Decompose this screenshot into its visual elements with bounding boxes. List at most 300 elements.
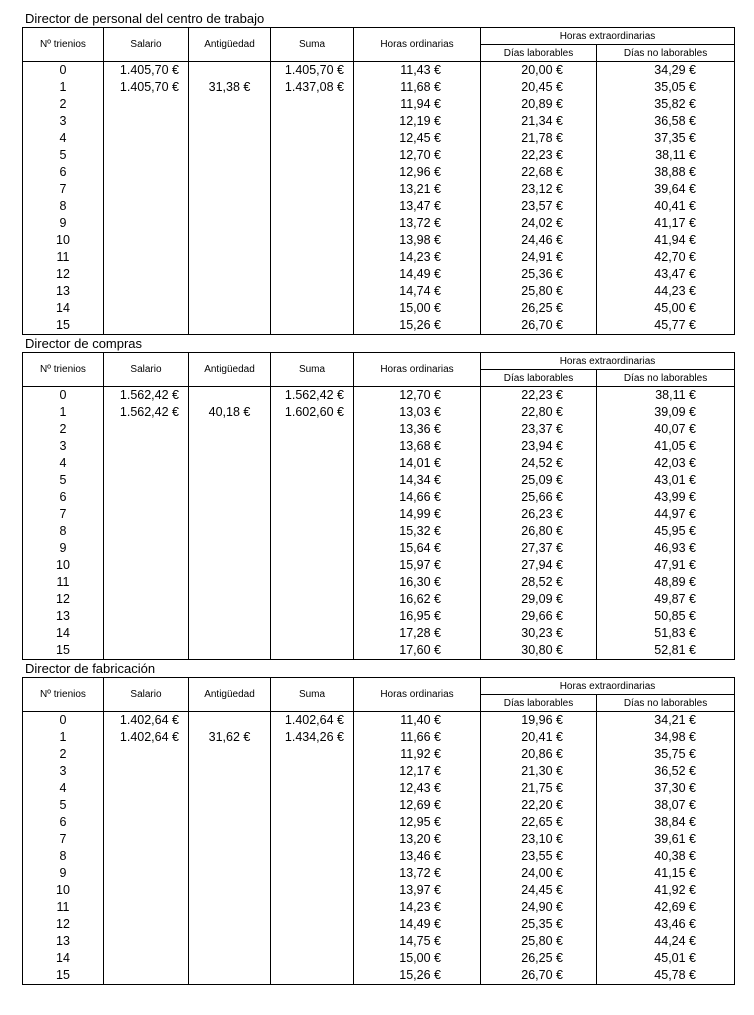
antiguedad-cell <box>189 916 271 933</box>
table-row <box>23 198 735 215</box>
table-row <box>23 746 735 763</box>
header-suma: Suma <box>271 353 354 387</box>
antiguedad-cell <box>189 780 271 797</box>
horas-ordinarias-cell: 12,19 € <box>354 113 481 130</box>
suma-cell <box>271 865 354 882</box>
suma-cell <box>271 164 354 181</box>
suma-cell <box>271 249 354 266</box>
table-row <box>23 712 735 730</box>
horas-ordinarias-cell: 14,99 € <box>354 506 481 523</box>
trienios-cell: 14 <box>23 625 104 642</box>
dias-no-laborables-cell: 45,77 € <box>597 317 735 335</box>
dias-laborables-cell: 20,41 € <box>481 729 597 746</box>
dias-no-laborables-cell: 45,00 € <box>597 300 735 317</box>
horas-ordinarias-cell: 13,21 € <box>354 181 481 198</box>
suma-cell <box>271 523 354 540</box>
trienios-cell: 8 <box>23 848 104 865</box>
dias-laborables-cell: 20,00 € <box>481 62 597 80</box>
table-row <box>23 232 735 249</box>
dias-no-laborables-cell: 40,38 € <box>597 848 735 865</box>
horas-ordinarias-cell: 12,95 € <box>354 814 481 831</box>
dias-laborables-cell: 30,80 € <box>481 642 597 660</box>
dias-laborables-cell: 24,91 € <box>481 249 597 266</box>
dias-no-laborables-cell: 43,47 € <box>597 266 735 283</box>
suma-cell: 1.562,42 € <box>271 387 354 405</box>
table-row <box>23 181 735 198</box>
table-row <box>23 865 735 882</box>
trienios-cell: 0 <box>23 712 104 730</box>
dias-no-laborables-cell: 49,87 € <box>597 591 735 608</box>
table-row <box>23 848 735 865</box>
header-horas-extraordinarias: Horas extraordinarias <box>481 353 735 370</box>
salario-cell <box>104 164 189 181</box>
trienios-cell: 5 <box>23 797 104 814</box>
salario-cell <box>104 557 189 574</box>
table-row <box>23 967 735 985</box>
section-title: Director de personal del centro de trabajo <box>25 11 265 26</box>
horas-ordinarias-cell: 15,97 € <box>354 557 481 574</box>
horas-ordinarias-cell: 13,68 € <box>354 438 481 455</box>
salario-cell <box>104 608 189 625</box>
dias-no-laborables-cell: 45,01 € <box>597 950 735 967</box>
trienios-cell: 13 <box>23 608 104 625</box>
trienios-cell: 3 <box>23 438 104 455</box>
antiguedad-cell <box>189 421 271 438</box>
horas-ordinarias-cell: 14,49 € <box>354 266 481 283</box>
antiguedad-cell <box>189 848 271 865</box>
table-row <box>23 455 735 472</box>
salario-cell <box>104 831 189 848</box>
suma-cell <box>271 130 354 147</box>
trienios-cell: 15 <box>23 967 104 985</box>
trienios-cell: 4 <box>23 130 104 147</box>
header-trienios: Nº trienios <box>23 678 104 712</box>
salario-cell: 1.405,70 € <box>104 62 189 80</box>
section-title: Director de compras <box>25 336 143 351</box>
header-antiguedad: Antigüedad <box>189 353 271 387</box>
dias-no-laborables-cell: 52,81 € <box>597 642 735 660</box>
horas-ordinarias-cell: 13,98 € <box>354 232 481 249</box>
dias-no-laborables-cell: 40,07 € <box>597 421 735 438</box>
antiguedad-cell <box>189 746 271 763</box>
horas-ordinarias-cell: 14,49 € <box>354 916 481 933</box>
dias-laborables-cell: 20,45 € <box>481 79 597 96</box>
table-row <box>23 950 735 967</box>
table-row <box>23 916 735 933</box>
dias-no-laborables-cell: 44,24 € <box>597 933 735 950</box>
suma-cell <box>271 96 354 113</box>
antiguedad-cell <box>189 266 271 283</box>
horas-ordinarias-cell: 17,60 € <box>354 642 481 660</box>
antiguedad-cell <box>189 317 271 335</box>
dias-laborables-cell: 25,36 € <box>481 266 597 283</box>
table-row <box>23 831 735 848</box>
antiguedad-cell <box>189 967 271 985</box>
header-suma: Suma <box>271 678 354 712</box>
horas-ordinarias-cell: 15,00 € <box>354 950 481 967</box>
trienios-cell: 10 <box>23 557 104 574</box>
salario-cell <box>104 506 189 523</box>
trienios-cell: 9 <box>23 215 104 232</box>
trienios-cell: 7 <box>23 831 104 848</box>
horas-ordinarias-cell: 15,32 € <box>354 523 481 540</box>
dias-laborables-cell: 25,35 € <box>481 916 597 933</box>
dias-no-laborables-cell: 45,78 € <box>597 967 735 985</box>
header-horas-ordinarias: Horas ordinarias <box>354 353 481 387</box>
dias-laborables-cell: 25,66 € <box>481 489 597 506</box>
antiguedad-cell <box>189 899 271 916</box>
antiguedad-cell <box>189 113 271 130</box>
dias-laborables-cell: 26,25 € <box>481 300 597 317</box>
trienios-cell: 15 <box>23 317 104 335</box>
salario-cell <box>104 574 189 591</box>
antiguedad-cell <box>189 712 271 730</box>
horas-ordinarias-cell: 11,66 € <box>354 729 481 746</box>
header-horas-extraordinarias: Horas extraordinarias <box>481 678 735 695</box>
salario-cell <box>104 967 189 985</box>
dias-laborables-cell: 21,30 € <box>481 763 597 780</box>
dias-laborables-cell: 23,12 € <box>481 181 597 198</box>
header-dias-no-laborables: Días no laborables <box>597 370 735 387</box>
trienios-cell: 0 <box>23 62 104 80</box>
suma-cell <box>271 421 354 438</box>
suma-cell <box>271 113 354 130</box>
dias-laborables-cell: 24,45 € <box>481 882 597 899</box>
horas-ordinarias-cell: 14,66 € <box>354 489 481 506</box>
header-horas-ordinarias: Horas ordinarias <box>354 678 481 712</box>
suma-cell <box>271 848 354 865</box>
table-row <box>23 283 735 300</box>
horas-ordinarias-cell: 13,03 € <box>354 404 481 421</box>
dias-laborables-cell: 23,37 € <box>481 421 597 438</box>
dias-no-laborables-cell: 34,21 € <box>597 712 735 730</box>
trienios-cell: 0 <box>23 387 104 405</box>
dias-laborables-cell: 27,94 € <box>481 557 597 574</box>
trienios-cell: 12 <box>23 591 104 608</box>
dias-laborables-cell: 23,55 € <box>481 848 597 865</box>
salary-document <box>22 10 734 985</box>
trienios-cell: 5 <box>23 147 104 164</box>
dias-no-laborables-cell: 43,99 € <box>597 489 735 506</box>
dias-no-laborables-cell: 41,05 € <box>597 438 735 455</box>
salario-cell <box>104 283 189 300</box>
salario-cell <box>104 249 189 266</box>
salario-cell <box>104 300 189 317</box>
table-row <box>23 540 735 557</box>
dias-laborables-cell: 24,02 € <box>481 215 597 232</box>
dias-no-laborables-cell: 39,09 € <box>597 404 735 421</box>
horas-ordinarias-cell: 12,17 € <box>354 763 481 780</box>
horas-ordinarias-cell: 12,96 € <box>354 164 481 181</box>
suma-cell <box>271 916 354 933</box>
suma-cell <box>271 642 354 660</box>
antiguedad-cell <box>189 147 271 164</box>
table-row <box>23 266 735 283</box>
antiguedad-cell <box>189 198 271 215</box>
salario-cell <box>104 438 189 455</box>
horas-ordinarias-cell: 14,75 € <box>354 933 481 950</box>
horas-ordinarias-cell: 12,43 € <box>354 780 481 797</box>
table-row <box>23 472 735 489</box>
horas-ordinarias-cell: 14,01 € <box>354 455 481 472</box>
trienios-cell: 14 <box>23 300 104 317</box>
dias-no-laborables-cell: 42,03 € <box>597 455 735 472</box>
table-row <box>23 591 735 608</box>
dias-no-laborables-cell: 42,69 € <box>597 899 735 916</box>
suma-cell <box>271 300 354 317</box>
table-row <box>23 489 735 506</box>
trienios-cell: 10 <box>23 232 104 249</box>
dias-no-laborables-cell: 34,98 € <box>597 729 735 746</box>
antiguedad-cell <box>189 950 271 967</box>
suma-cell <box>271 215 354 232</box>
trienios-cell: 2 <box>23 746 104 763</box>
salario-cell: 1.562,42 € <box>104 404 189 421</box>
antiguedad-cell <box>189 215 271 232</box>
salario-cell: 1.402,64 € <box>104 729 189 746</box>
trienios-cell: 1 <box>23 729 104 746</box>
salario-cell <box>104 882 189 899</box>
horas-ordinarias-cell: 12,69 € <box>354 797 481 814</box>
dias-no-laborables-cell: 44,97 € <box>597 506 735 523</box>
horas-ordinarias-cell: 15,64 € <box>354 540 481 557</box>
horas-ordinarias-cell: 13,20 € <box>354 831 481 848</box>
suma-cell: 1.437,08 € <box>271 79 354 96</box>
antiguedad-cell <box>189 625 271 642</box>
dias-laborables-cell: 22,23 € <box>481 387 597 405</box>
horas-ordinarias-cell: 16,95 € <box>354 608 481 625</box>
dias-no-laborables-cell: 41,17 € <box>597 215 735 232</box>
salario-cell <box>104 916 189 933</box>
antiguedad-cell <box>189 591 271 608</box>
trienios-cell: 15 <box>23 642 104 660</box>
trienios-cell: 11 <box>23 249 104 266</box>
suma-cell <box>271 506 354 523</box>
horas-ordinarias-cell: 13,46 € <box>354 848 481 865</box>
dias-laborables-cell: 22,20 € <box>481 797 597 814</box>
trienios-cell: 4 <box>23 455 104 472</box>
antiguedad-cell <box>189 540 271 557</box>
trienios-cell: 1 <box>23 79 104 96</box>
dias-laborables-cell: 22,80 € <box>481 404 597 421</box>
salario-cell <box>104 421 189 438</box>
antiguedad-cell <box>189 797 271 814</box>
salario-cell <box>104 232 189 249</box>
table-row <box>23 780 735 797</box>
horas-ordinarias-cell: 13,72 € <box>354 865 481 882</box>
dias-no-laborables-cell: 38,84 € <box>597 814 735 831</box>
trienios-cell: 3 <box>23 113 104 130</box>
suma-cell <box>271 899 354 916</box>
dias-laborables-cell: 24,52 € <box>481 455 597 472</box>
table-row <box>23 387 735 405</box>
suma-cell <box>271 557 354 574</box>
salario-cell <box>104 848 189 865</box>
table-row <box>23 438 735 455</box>
salario-cell <box>104 455 189 472</box>
suma-cell <box>271 608 354 625</box>
dias-laborables-cell: 26,25 € <box>481 950 597 967</box>
antiguedad-cell: 31,62 € <box>189 729 271 746</box>
salario-cell <box>104 113 189 130</box>
salario-cell <box>104 472 189 489</box>
antiguedad-cell <box>189 249 271 266</box>
suma-cell <box>271 967 354 985</box>
antiguedad-cell <box>189 763 271 780</box>
header-antiguedad: Antigüedad <box>189 28 271 62</box>
table-row <box>23 404 735 421</box>
horas-ordinarias-cell: 14,34 € <box>354 472 481 489</box>
suma-cell <box>271 232 354 249</box>
dias-no-laborables-cell: 35,05 € <box>597 79 735 96</box>
dias-laborables-cell: 23,94 € <box>481 438 597 455</box>
antiguedad-cell <box>189 472 271 489</box>
table-row <box>23 113 735 130</box>
dias-no-laborables-cell: 35,75 € <box>597 746 735 763</box>
dias-laborables-cell: 26,80 € <box>481 523 597 540</box>
header-salario: Salario <box>104 28 189 62</box>
table-row <box>23 763 735 780</box>
dias-no-laborables-cell: 38,88 € <box>597 164 735 181</box>
horas-ordinarias-cell: 11,92 € <box>354 746 481 763</box>
salario-cell <box>104 317 189 335</box>
antiguedad-cell <box>189 865 271 882</box>
suma-cell <box>271 198 354 215</box>
salario-cell <box>104 181 189 198</box>
header-dias-no-laborables: Días no laborables <box>597 45 735 62</box>
salario-cell <box>104 746 189 763</box>
horas-ordinarias-cell: 16,62 € <box>354 591 481 608</box>
suma-cell <box>271 147 354 164</box>
table-row <box>23 557 735 574</box>
table-row <box>23 62 735 80</box>
salario-cell <box>104 591 189 608</box>
table-row <box>23 523 735 540</box>
dias-no-laborables-cell: 34,29 € <box>597 62 735 80</box>
antiguedad-cell <box>189 387 271 405</box>
trienios-cell: 8 <box>23 198 104 215</box>
table-row <box>23 506 735 523</box>
trienios-cell: 9 <box>23 865 104 882</box>
trienios-cell: 2 <box>23 421 104 438</box>
trienios-cell: 9 <box>23 540 104 557</box>
antiguedad-cell <box>189 831 271 848</box>
salario-cell <box>104 540 189 557</box>
salario-cell <box>104 523 189 540</box>
suma-cell <box>271 489 354 506</box>
dias-no-laborables-cell: 50,85 € <box>597 608 735 625</box>
header-suma: Suma <box>271 28 354 62</box>
dias-laborables-cell: 21,75 € <box>481 780 597 797</box>
suma-cell <box>271 591 354 608</box>
horas-ordinarias-cell: 16,30 € <box>354 574 481 591</box>
trienios-cell: 11 <box>23 574 104 591</box>
antiguedad-cell <box>189 506 271 523</box>
header-dias-laborables: Días laborables <box>481 45 597 62</box>
horas-ordinarias-cell: 15,26 € <box>354 967 481 985</box>
horas-ordinarias-cell: 13,72 € <box>354 215 481 232</box>
antiguedad-cell <box>189 523 271 540</box>
salario-cell: 1.562,42 € <box>104 387 189 405</box>
dias-no-laborables-cell: 38,11 € <box>597 147 735 164</box>
antiguedad-cell <box>189 96 271 113</box>
salary-table <box>22 352 735 660</box>
dias-laborables-cell: 22,65 € <box>481 814 597 831</box>
suma-cell <box>271 283 354 300</box>
horas-ordinarias-cell: 15,26 € <box>354 317 481 335</box>
dias-laborables-cell: 19,96 € <box>481 712 597 730</box>
dias-no-laborables-cell: 41,92 € <box>597 882 735 899</box>
horas-ordinarias-cell: 13,97 € <box>354 882 481 899</box>
dias-no-laborables-cell: 39,61 € <box>597 831 735 848</box>
suma-cell <box>271 831 354 848</box>
table-row <box>23 642 735 660</box>
horas-ordinarias-cell: 11,68 € <box>354 79 481 96</box>
dias-no-laborables-cell: 36,52 € <box>597 763 735 780</box>
table-row <box>23 608 735 625</box>
dias-laborables-cell: 29,66 € <box>481 608 597 625</box>
header-salario: Salario <box>104 678 189 712</box>
table-row <box>23 147 735 164</box>
trienios-cell: 8 <box>23 523 104 540</box>
dias-laborables-cell: 22,23 € <box>481 147 597 164</box>
antiguedad-cell <box>189 933 271 950</box>
trienios-cell: 1 <box>23 404 104 421</box>
horas-ordinarias-cell: 11,40 € <box>354 712 481 730</box>
salario-cell <box>104 899 189 916</box>
salario-cell <box>104 130 189 147</box>
suma-cell <box>271 472 354 489</box>
suma-cell: 1.405,70 € <box>271 62 354 80</box>
salary-table <box>22 27 735 335</box>
trienios-cell: 6 <box>23 814 104 831</box>
antiguedad-cell <box>189 232 271 249</box>
header-trienios: Nº trienios <box>23 28 104 62</box>
suma-cell <box>271 882 354 899</box>
dias-laborables-cell: 24,90 € <box>481 899 597 916</box>
dias-laborables-cell: 25,09 € <box>481 472 597 489</box>
dias-no-laborables-cell: 37,30 € <box>597 780 735 797</box>
salario-cell <box>104 147 189 164</box>
table-row <box>23 729 735 746</box>
antiguedad-cell <box>189 181 271 198</box>
salario-cell <box>104 950 189 967</box>
suma-cell <box>271 181 354 198</box>
antiguedad-cell: 40,18 € <box>189 404 271 421</box>
suma-cell <box>271 933 354 950</box>
dias-no-laborables-cell: 48,89 € <box>597 574 735 591</box>
dias-laborables-cell: 24,46 € <box>481 232 597 249</box>
table-row <box>23 96 735 113</box>
header-trienios: Nº trienios <box>23 353 104 387</box>
header-horas-ordinarias: Horas ordinarias <box>354 28 481 62</box>
dias-laborables-cell: 20,86 € <box>481 746 597 763</box>
trienios-cell: 6 <box>23 489 104 506</box>
trienios-cell: 4 <box>23 780 104 797</box>
table-row <box>23 421 735 438</box>
salario-cell: 1.405,70 € <box>104 79 189 96</box>
dias-no-laborables-cell: 42,70 € <box>597 249 735 266</box>
salario-cell <box>104 865 189 882</box>
horas-ordinarias-cell: 13,47 € <box>354 198 481 215</box>
table-row <box>23 882 735 899</box>
dias-no-laborables-cell: 47,91 € <box>597 557 735 574</box>
trienios-cell: 13 <box>23 283 104 300</box>
suma-cell <box>271 317 354 335</box>
dias-no-laborables-cell: 41,15 € <box>597 865 735 882</box>
suma-cell <box>271 438 354 455</box>
suma-cell <box>271 763 354 780</box>
